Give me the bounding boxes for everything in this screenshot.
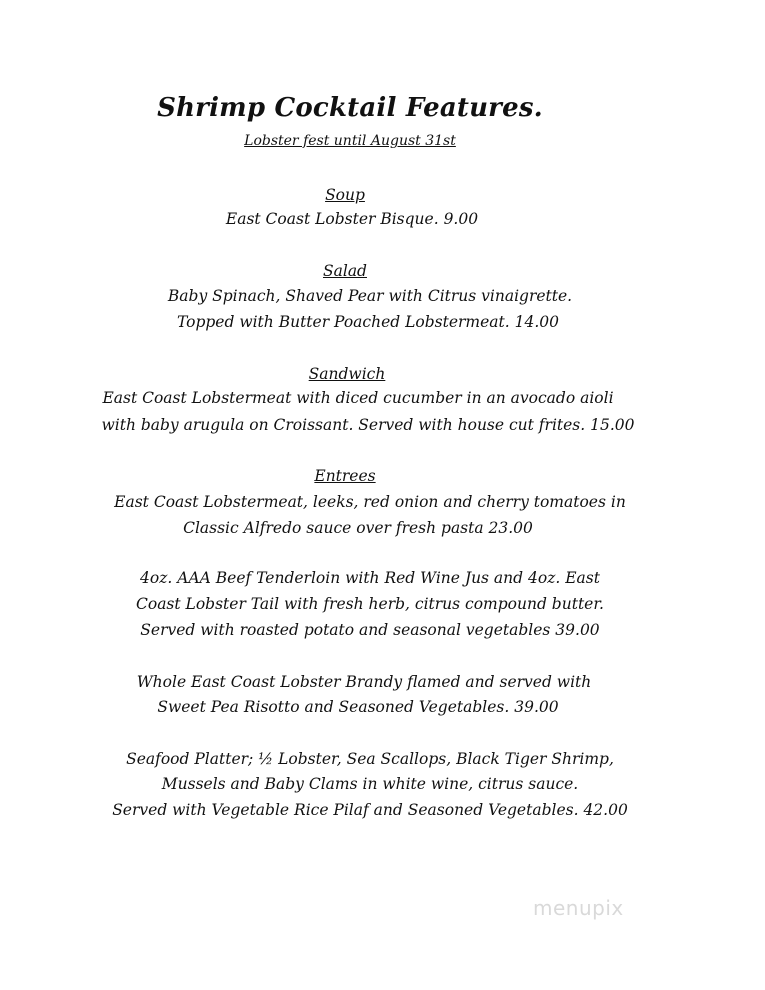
entree-line: Classic Alfredo sauce over fresh pasta 23.00: [183, 519, 533, 537]
section-heading-sandwich: Sandwich: [308, 365, 386, 383]
section-heading-entrees: Entrees: [314, 467, 376, 485]
soup-line: East Coast Lobster Bisque. 9.00: [225, 210, 479, 228]
section-heading-salad: Salad: [323, 262, 367, 280]
entree-line: Sweet Pea Risotto and Seasoned Vegetables. 39.00: [157, 698, 559, 716]
entree-line: Served with roasted potato and seasonal vegetables 39.00: [140, 621, 600, 639]
entree-line: 4oz. AAA Beef Tenderloin with Red Wine Jus and 4oz. East: [140, 569, 600, 587]
salad-line: Topped with Butter Poached Lobstermeat. 14.00: [177, 313, 559, 331]
entree-line: Coast Lobster Tail with fresh herb, citrus compound butter.: [136, 595, 604, 613]
sandwich-line: East Coast Lobstermeat with diced cucumber in an avocado aioli: [102, 389, 614, 407]
menu-subtitle: Lobster fest until August 31st: [244, 133, 456, 149]
entree-line: Served with Vegetable Rice Pilaf and Seasoned Vegetables. 42.00: [112, 801, 628, 819]
entree-line: Whole East Coast Lobster Brandy flamed and served with: [136, 673, 592, 691]
entree-line: East Coast Lobstermeat, leeks, red onion and cherry tomatoes in: [114, 493, 626, 511]
sandwich-line: with baby arugula on Croissant. Served with house cut frites. 15.00: [101, 416, 635, 434]
entree-line: Mussels and Baby Clams in white wine, citrus sauce.: [161, 775, 579, 793]
salad-line: Baby Spinach, Shaved Pear with Citrus vinaigrette.: [167, 287, 573, 305]
entree-line: Seafood Platter; ½ Lobster, Sea Scallops, Black Tiger Shrimp,: [126, 750, 614, 768]
menu-title: Shrimp Cocktail Features.: [157, 93, 543, 123]
menupix-watermark: menupix: [533, 896, 624, 920]
section-heading-soup: Soup: [325, 186, 365, 204]
